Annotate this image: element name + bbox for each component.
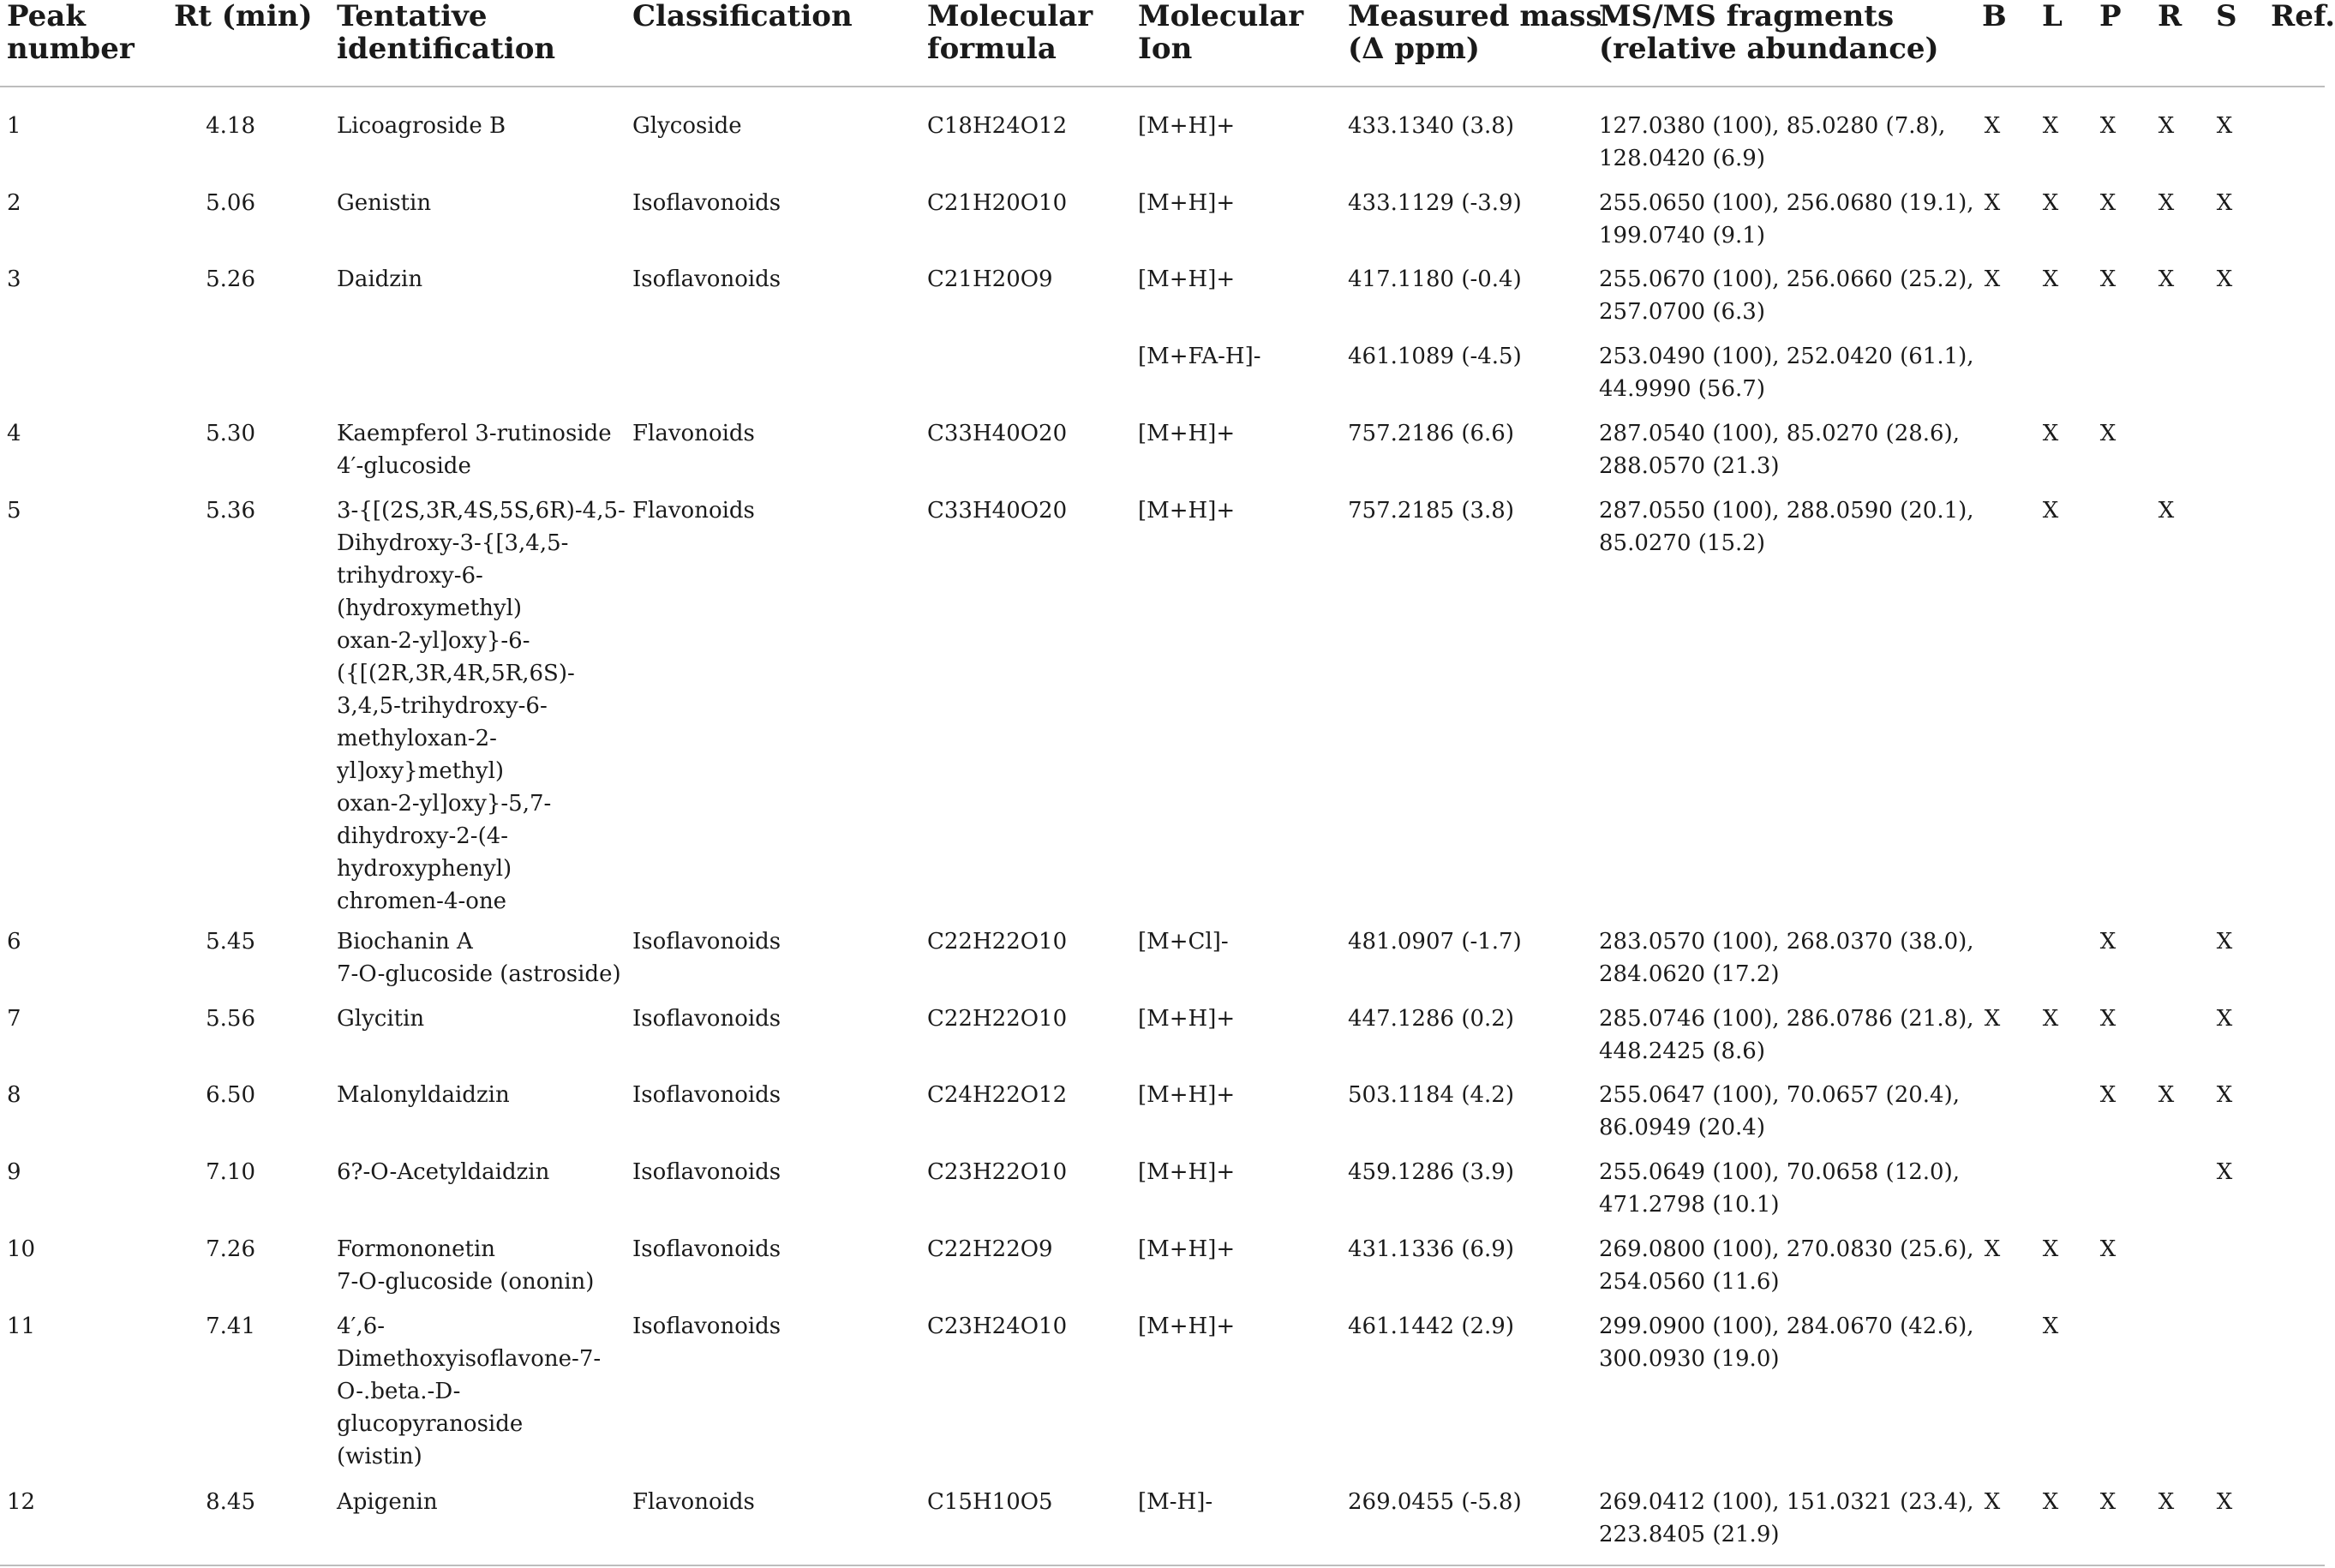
cell-classification: Flavonoids <box>632 1489 755 1515</box>
cell-classification: Isoflavonoids <box>632 266 781 292</box>
cell-r: X <box>2158 498 2175 524</box>
cell-formula: C23H22O10 <box>927 1159 1068 1185</box>
cell-p: X <box>2099 113 2116 139</box>
cell-fragments: 269.0412 (100), 151.0321 (23.4), 223.8405 (21.9) <box>1599 1489 1974 1547</box>
cell-rt: 5.06 <box>206 190 255 216</box>
cell-r: X <box>2158 266 2175 292</box>
cell-rt: 5.26 <box>206 266 255 292</box>
cell-identification: Biochanin A 7-O-glucoside (astroside) <box>337 929 621 987</box>
cell-l: X <box>2042 1489 2059 1515</box>
cell-b: X <box>1984 1236 2001 1262</box>
cell-ion: [M+H]+ <box>1138 266 1236 292</box>
column-header-b: B <box>1982 0 2007 33</box>
cell-r: X <box>2158 113 2175 139</box>
cell-classification: Isoflavonoids <box>632 1314 781 1339</box>
cell-p: X <box>2099 1082 2116 1108</box>
cell-identification: Daidzin <box>337 266 423 292</box>
cell-p: X <box>2099 190 2116 216</box>
cell-ion: [M+H]+ <box>1138 498 1236 524</box>
cell-classification: Isoflavonoids <box>632 929 781 955</box>
cell-formula: C23H24O10 <box>927 1314 1068 1339</box>
cell-rt: 5.45 <box>206 929 255 955</box>
cell-s: X <box>2216 1006 2233 1032</box>
column-header-classification: Classification <box>632 0 853 33</box>
footer-rule <box>0 1565 2325 1566</box>
cell-formula: C22H22O9 <box>927 1236 1053 1262</box>
cell-ion: [M+FA-H]- <box>1138 344 1261 369</box>
cell-s: X <box>2216 266 2233 292</box>
cell-formula: C22H22O10 <box>927 1006 1068 1032</box>
column-header-formula: Molecular formula <box>927 0 1093 66</box>
cell-ion: [M-H]- <box>1138 1489 1213 1515</box>
cell-mass: 481.0907 (-1.7) <box>1348 929 1522 955</box>
cell-formula: C22H22O10 <box>927 929 1068 955</box>
column-header-ref: Ref. <box>2271 0 2335 33</box>
cell-mass: 757.2186 (6.6) <box>1348 421 1514 446</box>
cell-classification: Flavonoids <box>632 421 755 446</box>
column-header-ion: Molecular Ion <box>1138 0 1304 66</box>
cell-fragments: 255.0649 (100), 70.0658 (12.0), 471.2798 (10.1) <box>1599 1159 1960 1218</box>
cell-fragments: 127.0380 (100), 85.0280 (7.8), 128.0420 (6.9) <box>1599 113 1946 171</box>
cell-identification: Glycitin <box>337 1006 425 1032</box>
cell-l: X <box>2042 1314 2059 1339</box>
cell-fragments: 255.0650 (100), 256.0680 (19.1), 199.0740 (9.1) <box>1599 190 1974 248</box>
cell-classification: Isoflavonoids <box>632 1159 781 1185</box>
cell-identification: 4′,6- Dimethoxyisoflavone-7- O-.beta.-D- glucopyranoside (wistin) <box>337 1314 602 1469</box>
cell-mass: 461.1442 (2.9) <box>1348 1314 1514 1339</box>
cell-peak: 8 <box>7 1082 21 1108</box>
cell-identification: 6?-O-Acetyldaidzin <box>337 1159 550 1185</box>
cell-l: X <box>2042 498 2059 524</box>
cell-ion: [M+H]+ <box>1138 1082 1236 1108</box>
cell-formula: C15H10O5 <box>927 1489 1053 1515</box>
cell-l: X <box>2042 190 2059 216</box>
cell-fragments: 269.0800 (100), 270.0830 (25.6), 254.0560 (11.6) <box>1599 1236 1974 1295</box>
cell-peak: 4 <box>7 421 21 446</box>
cell-identification: Licoagroside B <box>337 113 506 139</box>
cell-peak: 10 <box>7 1236 36 1262</box>
cell-b: X <box>1984 113 2001 139</box>
cell-fragments: 299.0900 (100), 284.0670 (42.6), 300.0930 (19.0) <box>1599 1314 1974 1372</box>
column-header-l: L <box>2042 0 2063 33</box>
cell-ion: [M+H]+ <box>1138 190 1236 216</box>
cell-peak: 2 <box>7 190 21 216</box>
cell-b: X <box>1984 190 2001 216</box>
cell-mass: 433.1340 (3.8) <box>1348 113 1514 139</box>
column-header-s: S <box>2216 0 2237 33</box>
cell-mass: 447.1286 (0.2) <box>1348 1006 1514 1032</box>
column-header-identification: Tentative identification <box>337 0 556 66</box>
cell-peak: 7 <box>7 1006 21 1032</box>
cell-l: X <box>2042 113 2059 139</box>
cell-identification: Apigenin <box>337 1489 438 1515</box>
cell-formula: C21H20O9 <box>927 266 1053 292</box>
cell-peak: 9 <box>7 1159 21 1185</box>
cell-l: X <box>2042 1006 2059 1032</box>
cell-rt: 7.26 <box>206 1236 255 1262</box>
cell-mass: 459.1286 (3.9) <box>1348 1159 1514 1185</box>
column-header-p: P <box>2099 0 2122 33</box>
cell-peak: 6 <box>7 929 21 955</box>
header-rule <box>0 86 2325 87</box>
cell-identification: Genistin <box>337 190 432 216</box>
cell-ion: [M+H]+ <box>1138 113 1236 139</box>
cell-fragments: 255.0670 (100), 256.0660 (25.2), 257.0700 (6.3) <box>1599 266 1974 325</box>
cell-fragments: 283.0570 (100), 268.0370 (38.0), 284.0620 (17.2) <box>1599 929 1974 987</box>
cell-mass: 433.1129 (-3.9) <box>1348 190 1522 216</box>
cell-fragments: 287.0540 (100), 85.0270 (28.6), 288.0570 (21.3) <box>1599 421 1960 479</box>
cell-s: X <box>2216 113 2233 139</box>
cell-identification: 3-{[(2S,3R,4S,5S,6R)-4,5- Dihydroxy-3-{[3,4,5- trihydroxy-6- (hydroxymethyl) oxan-2-yl]oxy}-6- ({[(2R,3R,4R,5R,6S)- 3,4,5-trihydroxy-6- methyloxan-2- yl]oxy}methyl) oxan-2-yl]oxy}-5,7- dihydroxy-2-(4- hydroxyphenyl) chromen-4-one <box>337 498 626 914</box>
cell-mass: 461.1089 (-4.5) <box>1348 344 1522 369</box>
column-header-fragments: MS/MS fragments (relative abundance) <box>1599 0 1939 66</box>
cell-classification: Flavonoids <box>632 498 755 524</box>
cell-p: X <box>2099 266 2116 292</box>
cell-p: X <box>2099 1236 2116 1262</box>
cell-mass: 503.1184 (4.2) <box>1348 1082 1514 1108</box>
cell-fragments: 287.0550 (100), 288.0590 (20.1), 85.0270 (15.2) <box>1599 498 1974 556</box>
cell-classification: Isoflavonoids <box>632 190 781 216</box>
cell-peak: 12 <box>7 1489 36 1515</box>
cell-rt: 5.56 <box>206 1006 255 1032</box>
cell-ion: [M+H]+ <box>1138 1006 1236 1032</box>
column-header-r: R <box>2158 0 2182 33</box>
column-header-peak: Peak number <box>7 0 135 66</box>
cell-ion: [M+H]+ <box>1138 421 1236 446</box>
cell-identification: Kaempferol 3-rutinoside 4′-glucoside <box>337 421 612 479</box>
cell-classification: Glycoside <box>632 113 742 139</box>
cell-r: X <box>2158 1489 2175 1515</box>
cell-ion: [M+H]+ <box>1138 1159 1236 1185</box>
cell-ion: [M+Cl]- <box>1138 929 1229 955</box>
cell-mass: 417.1180 (-0.4) <box>1348 266 1522 292</box>
cell-fragments: 253.0490 (100), 252.0420 (61.1), 44.9990 (56.7) <box>1599 344 1974 402</box>
cell-identification: Formononetin 7-O-glucoside (ononin) <box>337 1236 595 1295</box>
cell-formula: C24H22O12 <box>927 1082 1068 1108</box>
cell-peak: 11 <box>7 1314 36 1339</box>
cell-formula: C33H40O20 <box>927 498 1068 524</box>
cell-mass: 431.1336 (6.9) <box>1348 1236 1514 1262</box>
cell-s: X <box>2216 929 2233 955</box>
column-header-mass: Measured mass (Δ ppm) <box>1348 0 1602 66</box>
cell-b: X <box>1984 1489 2001 1515</box>
cell-s: X <box>2216 1489 2233 1515</box>
cell-rt: 8.45 <box>206 1489 255 1515</box>
cell-peak: 3 <box>7 266 21 292</box>
cell-p: X <box>2099 421 2116 446</box>
cell-rt: 5.36 <box>206 498 255 524</box>
cell-rt: 7.10 <box>206 1159 255 1185</box>
cell-l: X <box>2042 421 2059 446</box>
cell-classification: Isoflavonoids <box>632 1082 781 1108</box>
cell-p: X <box>2099 1006 2116 1032</box>
cell-peak: 1 <box>7 113 21 139</box>
cell-formula: C18H24O12 <box>927 113 1068 139</box>
cell-formula: C33H40O20 <box>927 421 1068 446</box>
cell-l: X <box>2042 1236 2059 1262</box>
cell-b: X <box>1984 266 2001 292</box>
cell-mass: 269.0455 (-5.8) <box>1348 1489 1522 1515</box>
cell-r: X <box>2158 190 2175 216</box>
cell-s: X <box>2216 190 2233 216</box>
cell-formula: C21H20O10 <box>927 190 1068 216</box>
column-header-rt: Rt (min) <box>174 0 313 33</box>
cell-r: X <box>2158 1082 2175 1108</box>
cell-peak: 5 <box>7 498 21 524</box>
cell-classification: Isoflavonoids <box>632 1006 781 1032</box>
cell-classification: Isoflavonoids <box>632 1236 781 1262</box>
cell-s: X <box>2216 1082 2233 1108</box>
cell-l: X <box>2042 266 2059 292</box>
cell-p: X <box>2099 929 2116 955</box>
cell-s: X <box>2216 1159 2233 1185</box>
cell-ion: [M+H]+ <box>1138 1314 1236 1339</box>
cell-rt: 5.30 <box>206 421 255 446</box>
cell-p: X <box>2099 1489 2116 1515</box>
cell-rt: 7.41 <box>206 1314 255 1339</box>
cell-rt: 4.18 <box>206 113 255 139</box>
cell-b: X <box>1984 1006 2001 1032</box>
cell-fragments: 255.0647 (100), 70.0657 (20.4), 86.0949 (20.4) <box>1599 1082 1960 1140</box>
cell-rt: 6.50 <box>206 1082 255 1108</box>
cell-ion: [M+H]+ <box>1138 1236 1236 1262</box>
cell-identification: Malonyldaidzin <box>337 1082 510 1108</box>
cell-fragments: 285.0746 (100), 286.0786 (21.8), 448.2425 (8.6) <box>1599 1006 1974 1064</box>
cell-mass: 757.2185 (3.8) <box>1348 498 1514 524</box>
